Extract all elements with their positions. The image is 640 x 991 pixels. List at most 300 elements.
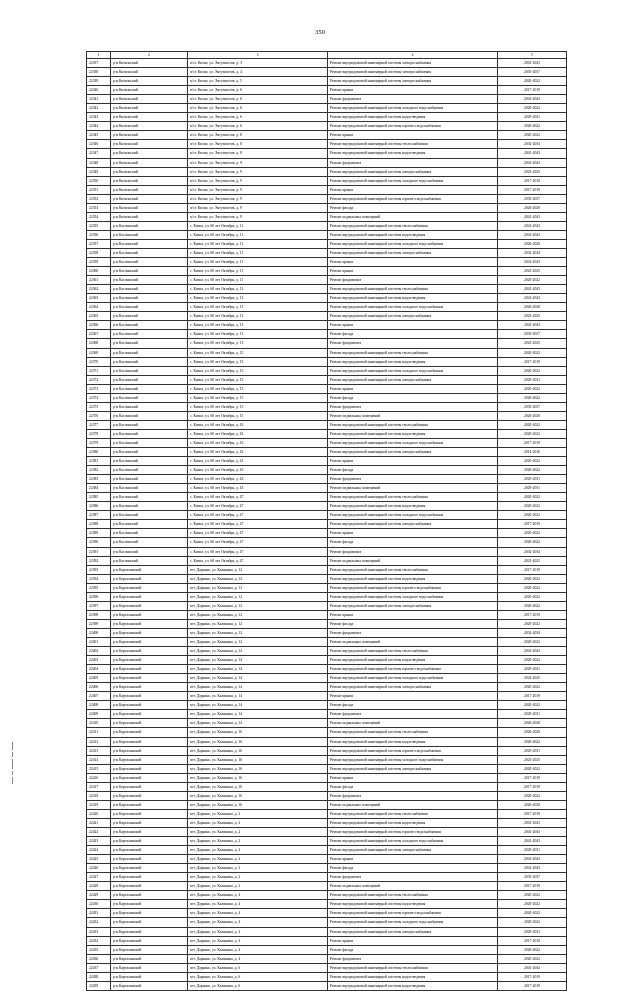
district-cell: р-н Каслинский: [111, 230, 188, 239]
period-cell: 2032-2034: [498, 140, 567, 149]
district-cell: р-н Каслинский: [111, 475, 188, 484]
address-cell: пгт. Дарьино, ул. Калинина, д. 2: [188, 882, 328, 891]
work-type-cell: Ремонт внутридомовой инженерной системы теплоснабжения: [328, 891, 498, 900]
work-type-cell: Ремонт внутридомовой инженерной системы горячего водоснабжения: [328, 909, 498, 918]
table-row: [87, 140, 567, 149]
address-cell: пгт. Дарьино, ул. Калинина, д. 6: [188, 972, 328, 981]
address-cell: пгт. Дарьино, ул. Калинина, д. 12: [188, 601, 328, 610]
period-cell: 2017-2019: [498, 782, 567, 791]
district-cell: р-н Каслинский: [111, 285, 188, 294]
address-cell: пгт. Дарьино, ул. Калинина, д. 14: [188, 665, 328, 674]
column-number: 3: [188, 52, 328, 59]
district-cell: р-н Каслинский: [111, 267, 188, 276]
district-cell: р-н Каслинский: [111, 493, 188, 502]
period-cell: 2014-2016: [498, 448, 567, 457]
row-number-cell: 22361: [87, 276, 111, 285]
district-cell: р-н Каслинский: [111, 258, 188, 267]
address-cell: с. Кизил, ул. 60 лет Октября, д. 43: [188, 438, 328, 447]
work-type-cell: Ремонт внутридомовой инженерной системы водоотведения: [328, 972, 498, 981]
district-cell: р-н Карталинский: [111, 882, 188, 891]
table-row: [87, 638, 567, 647]
work-type-cell: Ремонт крыши: [328, 936, 498, 945]
row-number-cell: 22370: [87, 357, 111, 366]
row-number-cell: 22400: [87, 628, 111, 637]
period-cell: 2017-2019: [498, 86, 567, 95]
address-cell: с. Кизил, ул. 60 лет Октября, д. 11: [188, 267, 328, 276]
row-number-cell: 22342: [87, 104, 111, 113]
period-cell: 2020-2022: [498, 420, 567, 429]
work-type-cell: Ремонт фундамента: [328, 873, 498, 882]
row-number-cell: 22369: [87, 348, 111, 357]
district-cell: р-н Кизильский: [111, 86, 188, 95]
row-number-cell: 22345: [87, 131, 111, 140]
address-cell: с. Кизил, ул. 60 лет Октября, д. 47: [188, 502, 328, 511]
work-type-cell: Ремонт крыши: [328, 610, 498, 619]
work-type-cell: Ремонт внутридомовой инженерной системы холодного водоснабжения: [328, 592, 498, 601]
district-cell: р-н Карталинский: [111, 873, 188, 882]
table-row: [87, 945, 567, 954]
district-cell: р-н Карталинский: [111, 972, 188, 981]
table-row: [87, 267, 567, 276]
table-row: [87, 330, 567, 339]
work-type-cell: Ремонт внутридомовой инженерной системы теплоснабжения: [328, 728, 498, 737]
work-type-cell: Ремонт крыши: [328, 529, 498, 538]
row-number-cell: 22343: [87, 113, 111, 122]
row-number-cell: 22390: [87, 538, 111, 547]
table-row: [87, 104, 567, 113]
row-number-cell: 22376: [87, 411, 111, 420]
table-row: [87, 827, 567, 836]
period-cell: 2035-2037: [498, 873, 567, 882]
address-cell: п/ст. Кизил, ул. Энтузиастов, д. 8: [188, 140, 328, 149]
work-type-cell: Ремонт внутридомовой инженерной системы холодного водоснабжения: [328, 918, 498, 927]
period-cell: 2020-2022: [498, 429, 567, 438]
address-cell: пгт. Дарьино, ул. Калинина, д. 12: [188, 610, 328, 619]
work-type-cell: Ремонт внутридомовой инженерной системы электроснабжения: [328, 248, 498, 257]
table-row: [87, 547, 567, 556]
table-row: [87, 746, 567, 755]
table-row: [87, 203, 567, 212]
row-number-cell: 22339: [87, 77, 111, 86]
address-cell: с. Кизил, ул. 60 лет Октября, д. 43: [188, 448, 328, 457]
work-type-cell: Ремонт крыши: [328, 258, 498, 267]
address-cell: пгт. Дарьино, ул. Калинина, д. 2: [188, 809, 328, 818]
work-type-cell: Ремонт фундамента: [328, 475, 498, 484]
district-cell: р-н Карталинский: [111, 837, 188, 846]
period-cell: 2035-2037: [498, 402, 567, 411]
table-row: [87, 258, 567, 267]
row-number-cell: 22421: [87, 818, 111, 827]
row-number-cell: 22438: [87, 972, 111, 981]
work-type-cell: Ремонт внутридомовой инженерной системы водоотведения: [328, 656, 498, 665]
district-cell: р-н Кизильский: [111, 176, 188, 185]
work-type-cell: Ремонт фасада: [328, 945, 498, 954]
district-cell: р-н Карталинский: [111, 647, 188, 656]
district-cell: р-н Каслинский: [111, 366, 188, 375]
period-cell: 2020-2022: [498, 393, 567, 402]
row-number-cell: 22350: [87, 176, 111, 185]
repair-schedule-table: [86, 51, 567, 991]
address-cell: с. Кизил, ул. 60 лет Октября, д. 43: [188, 466, 328, 475]
period-cell: 2017-2019: [498, 882, 567, 891]
address-cell: с. Кизил, ул. 60 лет Октября, д. 11: [188, 276, 328, 285]
row-number-cell: 22427: [87, 873, 111, 882]
address-cell: с. Кизил, ул. 60 лет Октября, д. 13: [188, 303, 328, 312]
district-cell: р-н Кизильский: [111, 212, 188, 221]
address-cell: пгт. Дарьино, ул. Калинина, д. 4: [188, 918, 328, 927]
work-type-cell: Ремонт внутридомовой инженерной системы холодного водоснабжения: [328, 366, 498, 375]
district-cell: р-н Карталинский: [111, 656, 188, 665]
row-number-cell: 22430: [87, 900, 111, 909]
address-cell: пгт. Дарьино, ул. Калинина, д. 16: [188, 755, 328, 764]
period-cell: 2023-2025: [498, 167, 567, 176]
table-row: [87, 529, 567, 538]
row-number-cell: 22355: [87, 221, 111, 230]
period-cell: 2035-2037: [498, 68, 567, 77]
district-cell: р-н Карталинский: [111, 728, 188, 737]
address-cell: с. Кизил, ул. 60 лет Октября, д. 15: [188, 375, 328, 384]
period-cell: 2041-2043: [498, 95, 567, 104]
row-number-cell: 22393: [87, 565, 111, 574]
address-cell: с. Кизил, ул. 60 лет Октября, д. 15: [188, 384, 328, 393]
district-cell: р-н Карталинский: [111, 719, 188, 728]
table-row: [87, 113, 567, 122]
row-number-cell: 22413: [87, 746, 111, 755]
row-number-cell: 22420: [87, 809, 111, 818]
address-cell: пгт. Дарьино, ул. Калинина, д. 12: [188, 565, 328, 574]
period-cell: 2029-2031: [498, 665, 567, 674]
district-cell: р-н Кизильский: [111, 95, 188, 104]
table-row: [87, 800, 567, 809]
district-cell: р-н Каслинский: [111, 429, 188, 438]
address-cell: п/ст. Кизил, ул. Энтузиастов, д. 6: [188, 104, 328, 113]
address-cell: с. Кизил, ул. 60 лет Октября, д. 15: [188, 348, 328, 357]
work-type-cell: Ремонт внутридомовой инженерной системы водоотведения: [328, 737, 498, 746]
row-number-cell: 22378: [87, 429, 111, 438]
address-cell: пгт. Дарьино, ул. Калинина, д. 14: [188, 719, 328, 728]
address-cell: пгт. Дарьино, ул. Калинина, д. 14: [188, 647, 328, 656]
district-cell: р-н Каслинский: [111, 529, 188, 538]
district-cell: р-н Кизильский: [111, 59, 188, 68]
work-type-cell: Ремонт фасада: [328, 619, 498, 628]
row-number-cell: 22397: [87, 601, 111, 610]
period-cell: 2020-2022: [498, 502, 567, 511]
district-cell: р-н Каслинский: [111, 339, 188, 348]
address-cell: с. Кизил, ул. 60 лет Октября, д. 15: [188, 357, 328, 366]
table-row: [87, 719, 567, 728]
work-type-cell: Ремонт подвальных помещений: [328, 800, 498, 809]
column-number: 5: [498, 52, 567, 59]
work-type-cell: Ремонт внутридомовой инженерной системы горячего водоснабжения: [328, 122, 498, 131]
period-cell: 2020-2022: [498, 538, 567, 547]
district-cell: р-н Каслинский: [111, 457, 188, 466]
table-row: [87, 393, 567, 402]
work-type-cell: Ремонт внутридомовой инженерной системы электроснабжения: [328, 448, 498, 457]
address-cell: пгт. Дарьино, ул. Калинина, д. 14: [188, 701, 328, 710]
work-type-cell: Ремонт фасада: [328, 393, 498, 402]
row-number-cell: 22377: [87, 420, 111, 429]
table-row: [87, 149, 567, 158]
address-cell: пгт. Дарьино, ул. Калинина, д. 16: [188, 791, 328, 800]
row-number-cell: 22391: [87, 547, 111, 556]
address-cell: п/ст. Кизил, ул. Энтузиастов, д. 9: [188, 194, 328, 203]
row-number-cell: 22414: [87, 755, 111, 764]
period-cell: 2017-2019: [498, 981, 567, 990]
work-type-cell: Ремонт внутридомовой инженерной системы теплоснабжения: [328, 285, 498, 294]
work-type-cell: Ремонт подвальных помещений: [328, 638, 498, 647]
district-cell: р-н Карталинский: [111, 574, 188, 583]
table-row: [87, 656, 567, 665]
district-cell: р-н Каслинский: [111, 239, 188, 248]
table-row: [87, 583, 567, 592]
row-number-cell: 22372: [87, 375, 111, 384]
table-row: [87, 891, 567, 900]
address-cell: пгт. Дарьино, ул. Калинина, д. 14: [188, 674, 328, 683]
period-cell: 2017-2019: [498, 176, 567, 185]
row-number-cell: 22406: [87, 683, 111, 692]
table-row: [87, 77, 567, 86]
row-number-cell: 22434: [87, 936, 111, 945]
row-number-cell: 22395: [87, 583, 111, 592]
address-cell: пгт. Дарьино, ул. Калинина, д. 12: [188, 583, 328, 592]
address-cell: пгт. Дарьино, ул. Калинина, д. 12: [188, 619, 328, 628]
work-type-cell: Ремонт внутридомовой инженерной системы электроснабжения: [328, 77, 498, 86]
table-row: [87, 565, 567, 574]
table-row: [87, 194, 567, 203]
table-row: [87, 438, 567, 447]
period-cell: 2026-2028: [498, 303, 567, 312]
district-cell: р-н Карталинский: [111, 764, 188, 773]
district-cell: р-н Каслинский: [111, 321, 188, 330]
row-number-cell: 22338: [87, 68, 111, 77]
period-cell: 2023-2025: [498, 674, 567, 683]
work-type-cell: Ремонт крыши: [328, 86, 498, 95]
work-type-cell: Ремонт фундамента: [328, 402, 498, 411]
row-number-cell: 22346: [87, 140, 111, 149]
address-cell: с. Кизил, ул. 60 лет Октября, д. 47: [188, 493, 328, 502]
work-type-cell: Ремонт внутридомовой инженерной системы водоотведения: [328, 900, 498, 909]
period-cell: 2020-2022: [498, 954, 567, 963]
period-cell: 2041-2043: [498, 221, 567, 230]
district-cell: р-н Карталинский: [111, 583, 188, 592]
row-number-cell: 22436: [87, 954, 111, 963]
table-row: [87, 131, 567, 140]
address-cell: пгт. Дарьино, ул. Калинина, д. 4: [188, 936, 328, 945]
row-number-cell: 22381: [87, 457, 111, 466]
work-type-cell: Ремонт подвальных помещений: [328, 882, 498, 891]
address-cell: пгт. Дарьино, ул. Калинина, д. 2: [188, 864, 328, 873]
row-number-cell: 22375: [87, 402, 111, 411]
district-cell: р-н Каслинский: [111, 448, 188, 457]
page-number: 350: [315, 29, 325, 36]
row-number-cell: 22368: [87, 339, 111, 348]
table-row: [87, 95, 567, 104]
period-cell: 2020-2022: [498, 457, 567, 466]
address-cell: с. Кизил, ул. 60 лет Октября, д. 15: [188, 366, 328, 375]
row-number-cell: 22353: [87, 203, 111, 212]
work-type-cell: Ремонт крыши: [328, 384, 498, 393]
address-cell: с. Кизил, ул. 60 лет Октября, д. 43: [188, 475, 328, 484]
address-cell: пгт. Дарьино, ул. Калинина, д. 16: [188, 800, 328, 809]
table-row: [87, 647, 567, 656]
work-type-cell: Ремонт внутридомовой инженерной системы электроснабжения: [328, 846, 498, 855]
work-type-cell: Ремонт внутридомовой инженерной системы горячего водоснабжения: [328, 746, 498, 755]
table-body: [87, 59, 567, 991]
address-cell: с. Кизил, ул. 60 лет Октября, д. 13: [188, 330, 328, 339]
table-row: [87, 502, 567, 511]
period-cell: 2017-2019: [498, 565, 567, 574]
row-number-cell: 22418: [87, 791, 111, 800]
address-cell: с. Кизил, ул. 60 лет Октября, д. 47: [188, 547, 328, 556]
address-cell: пгт. Дарьино, ул. Калинина, д. 4: [188, 927, 328, 936]
table-row: [87, 692, 567, 701]
period-cell: 2029-2031: [498, 475, 567, 484]
work-type-cell: Ремонт внутридомовой инженерной системы водоотведения: [328, 574, 498, 583]
row-number-cell: 22344: [87, 122, 111, 131]
period-cell: 2020-2022: [498, 764, 567, 773]
work-type-cell: Ремонт крыши: [328, 855, 498, 864]
table-row: [87, 276, 567, 285]
row-number-cell: 22367: [87, 330, 111, 339]
row-number-cell: 22416: [87, 773, 111, 782]
district-cell: р-н Каслинский: [111, 221, 188, 230]
row-number-cell: 22399: [87, 619, 111, 628]
table-row: [87, 954, 567, 963]
table-row: [87, 59, 567, 68]
period-cell: 2017-2019: [498, 692, 567, 701]
period-cell: 2041-2043: [498, 818, 567, 827]
row-number-cell: 22433: [87, 927, 111, 936]
district-cell: р-н Карталинский: [111, 900, 188, 909]
period-cell: 2020-2022: [498, 366, 567, 375]
table-row: [87, 900, 567, 909]
work-type-cell: Ремонт внутридомовой инженерной системы электроснабжения: [328, 683, 498, 692]
district-cell: р-н Карталинский: [111, 628, 188, 637]
period-cell: 2041-2043: [498, 258, 567, 267]
work-type-cell: Ремонт внутридомовой инженерной системы холодного водоснабжения: [328, 837, 498, 846]
work-type-cell: Ремонт фундамента: [328, 547, 498, 556]
address-cell: пгт. Дарьино, ул. Калинина, д. 12: [188, 574, 328, 583]
row-number-cell: 22387: [87, 511, 111, 520]
district-cell: р-н Кизильский: [111, 194, 188, 203]
row-number-cell: 22431: [87, 909, 111, 918]
row-number-cell: 22437: [87, 963, 111, 972]
period-cell: 2020-2022: [498, 656, 567, 665]
work-type-cell: Ремонт фундамента: [328, 339, 498, 348]
table-row: [87, 475, 567, 484]
address-cell: п/ст. Кизил, ул. Энтузиастов, д. 5: [188, 77, 328, 86]
address-cell: п/ст. Кизил, ул. Энтузиастов, д. 6: [188, 86, 328, 95]
period-cell: 2032-2034: [498, 628, 567, 637]
work-type-cell: Ремонт фасада: [328, 701, 498, 710]
row-number-cell: 22384: [87, 484, 111, 493]
address-cell: с. Кизил, ул. 60 лет Октября, д. 47: [188, 556, 328, 565]
address-cell: п/ст. Кизил, ул. Энтузиастов, д. 9: [188, 203, 328, 212]
table-row: [87, 818, 567, 827]
row-number-cell: 22402: [87, 647, 111, 656]
row-number-cell: 22435: [87, 945, 111, 954]
work-type-cell: Ремонт крыши: [328, 267, 498, 276]
period-cell: 2041-2043: [498, 285, 567, 294]
address-cell: п/ст. Кизил, ул. Энтузиастов, д. 3: [188, 59, 328, 68]
address-cell: пгт. Дарьино, ул. Калинина, д. 14: [188, 656, 328, 665]
period-cell: 2020-2022: [498, 529, 567, 538]
work-type-cell: Ремонт внутридомовой инженерной системы электроснабжения: [328, 764, 498, 773]
work-type-cell: Ремонт крыши: [328, 321, 498, 330]
table-row: [87, 294, 567, 303]
row-number-cell: 22337: [87, 59, 111, 68]
table-row: [87, 882, 567, 891]
row-number-cell: 22347: [87, 149, 111, 158]
district-cell: р-н Карталинский: [111, 565, 188, 574]
period-cell: 2020-2022: [498, 619, 567, 628]
work-type-cell: Ремонт подвальных помещений: [328, 212, 498, 221]
district-cell: р-н Каслинский: [111, 312, 188, 321]
period-cell: 2017-2019: [498, 357, 567, 366]
row-number-cell: 22354: [87, 212, 111, 221]
row-number-cell: 22348: [87, 158, 111, 167]
period-cell: 2023-2025: [498, 267, 567, 276]
row-number-cell: 22365: [87, 312, 111, 321]
table-row: [87, 285, 567, 294]
table-row: [87, 68, 567, 77]
row-number-cell: 22366: [87, 321, 111, 330]
row-number-cell: 22428: [87, 882, 111, 891]
table-row: [87, 185, 567, 194]
district-cell: р-н Каслинский: [111, 484, 188, 493]
district-cell: р-н Каслинский: [111, 411, 188, 420]
work-type-cell: Ремонт внутридомовой инженерной системы теплоснабжения: [328, 221, 498, 230]
table-row: [87, 86, 567, 95]
work-type-cell: Ремонт внутридомовой инженерной системы горячего водоснабжения: [328, 665, 498, 674]
period-cell: 2020-2022: [498, 701, 567, 710]
table-row: [87, 936, 567, 945]
district-cell: р-н Карталинский: [111, 827, 188, 836]
row-number-cell: 22398: [87, 610, 111, 619]
district-cell: р-н Карталинский: [111, 674, 188, 683]
work-type-cell: Ремонт внутридомовой инженерной системы водоотведения: [328, 429, 498, 438]
table-row: [87, 665, 567, 674]
table-row: [87, 493, 567, 502]
row-number-cell: 22429: [87, 891, 111, 900]
table-row: [87, 701, 567, 710]
address-cell: с. Кизил, ул. 60 лет Октября, д. 47: [188, 511, 328, 520]
address-cell: пгт. Дарьино, ул. Калинина, д. 14: [188, 692, 328, 701]
work-type-cell: Ремонт внутридомовой инженерной системы холодного водоснабжения: [328, 511, 498, 520]
address-cell: пгт. Дарьино, ул. Калинина, д. 4: [188, 909, 328, 918]
column-number: 1: [87, 52, 111, 59]
table-row: [87, 574, 567, 583]
work-type-cell: Ремонт внутридомовой инженерной системы электроснабжения: [328, 601, 498, 610]
row-number-cell: 22424: [87, 846, 111, 855]
period-cell: 2041-2043: [498, 855, 567, 864]
district-cell: р-н Каслинский: [111, 556, 188, 565]
column-number: 2: [111, 52, 188, 59]
work-type-cell: Ремонт внутридомовой инженерной системы холодного водоснабжения: [328, 674, 498, 683]
district-cell: р-н Каслинский: [111, 357, 188, 366]
row-number-cell: 22373: [87, 384, 111, 393]
work-type-cell: Ремонт внутридомовой инженерной системы электроснабжения: [328, 375, 498, 384]
district-cell: р-н Карталинский: [111, 683, 188, 692]
address-cell: пгт. Дарьино, ул. Калинина, д. 6: [188, 963, 328, 972]
period-cell: 2041-2043: [498, 59, 567, 68]
address-cell: с. Кизил, ул. 60 лет Октября, д. 15: [188, 393, 328, 402]
table-row: [87, 239, 567, 248]
column-number: 4: [328, 52, 498, 59]
district-cell: р-н Кизильский: [111, 68, 188, 77]
table-row: [87, 610, 567, 619]
district-cell: р-н Карталинский: [111, 800, 188, 809]
